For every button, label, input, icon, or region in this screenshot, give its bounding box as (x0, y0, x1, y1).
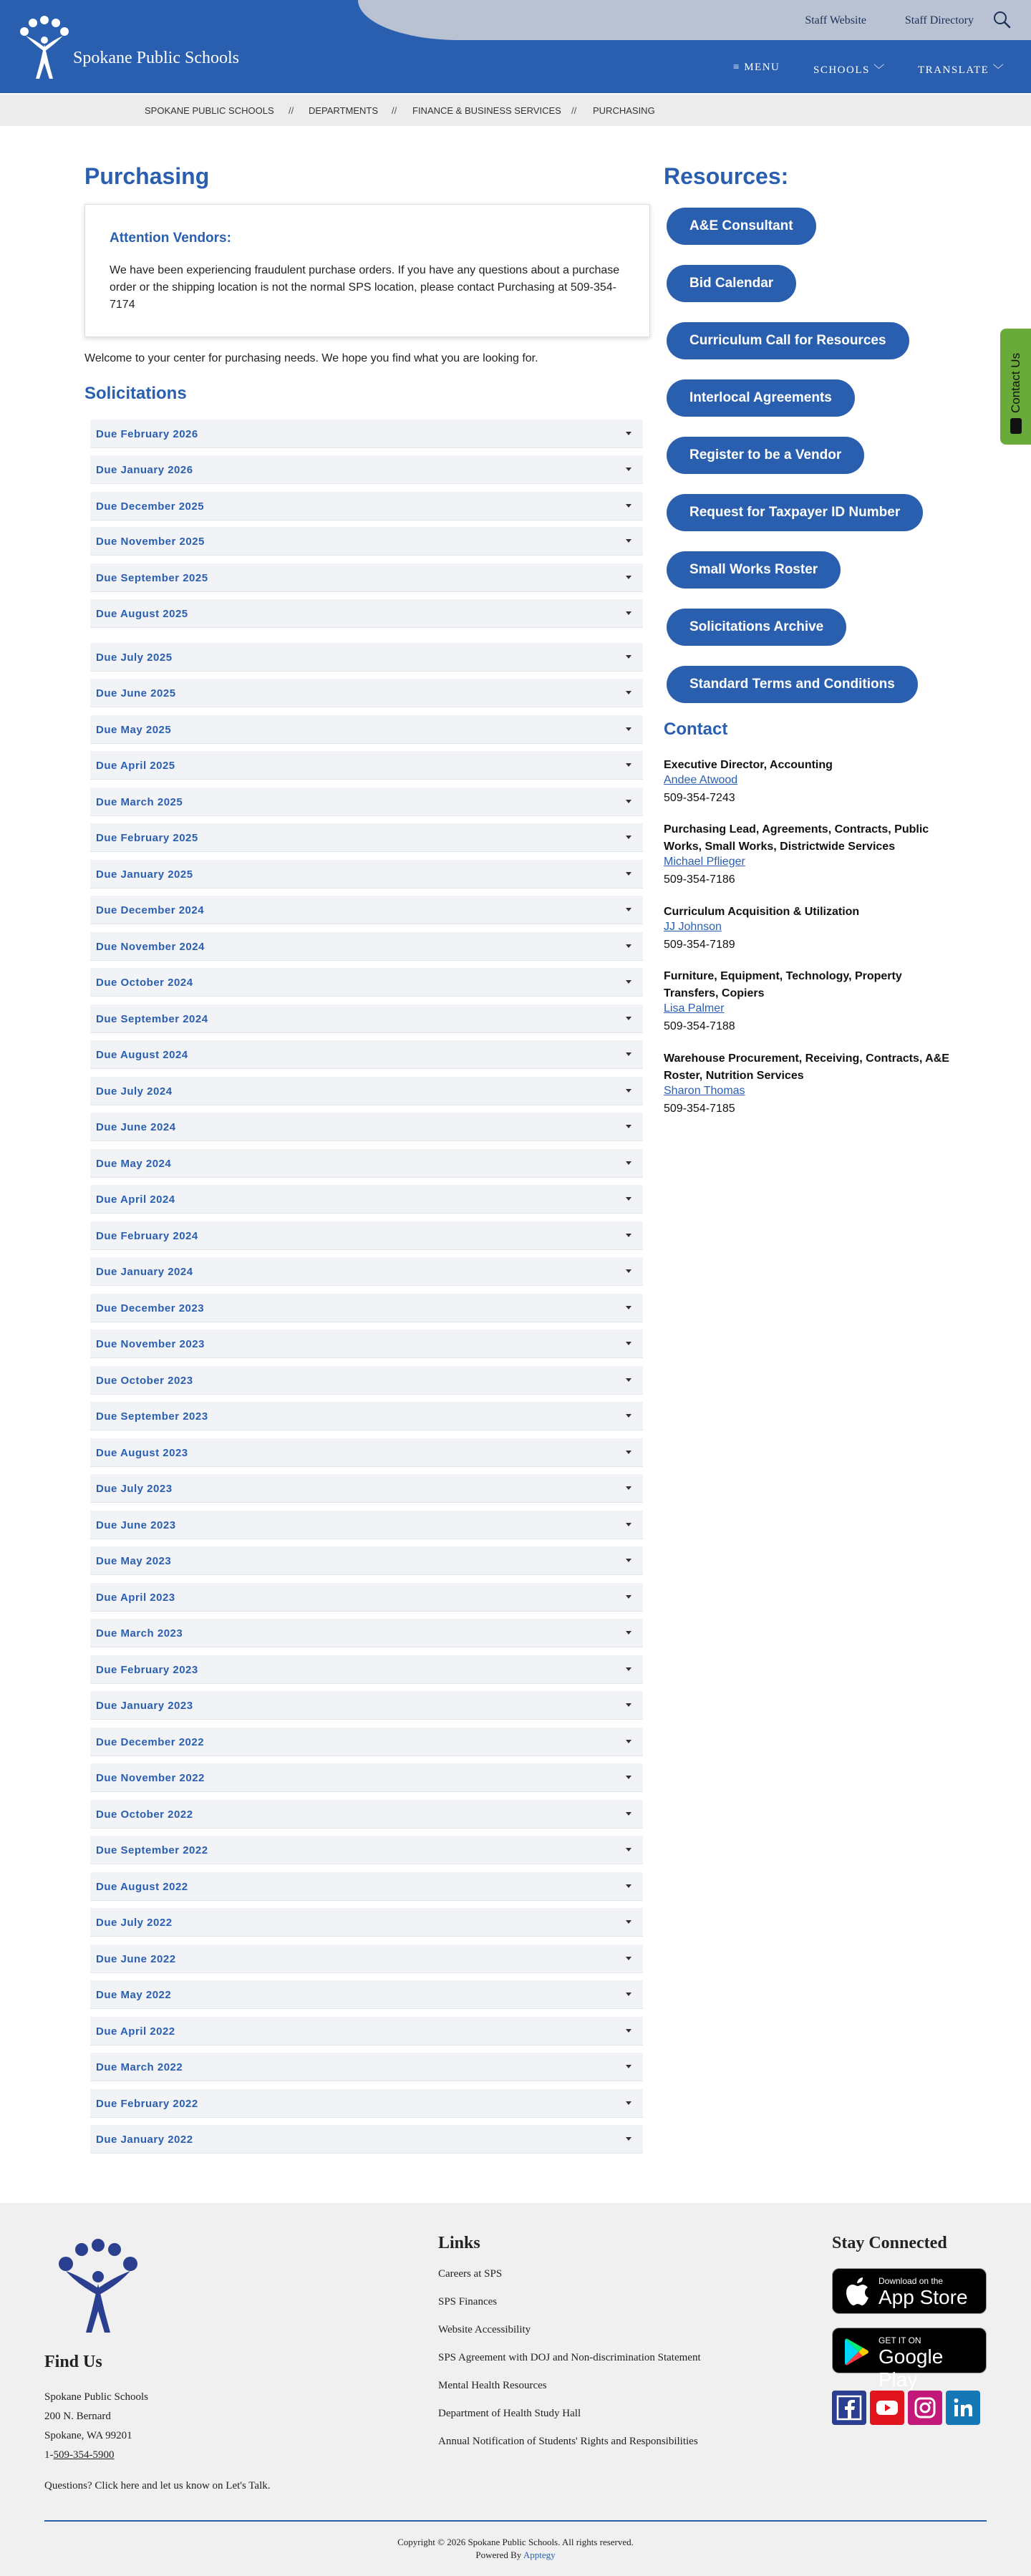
caret-down-icon (626, 1414, 631, 1418)
caret-down-icon (626, 1523, 631, 1526)
solicitation-label: Due July 2024 (96, 1085, 173, 1098)
breadcrumb-separator: // (571, 105, 577, 116)
site-logo[interactable] (16, 13, 316, 82)
solicitation-label: Due August 2025 (96, 608, 188, 620)
contact-title: Contact (664, 720, 728, 739)
solicitation-accordion-item[interactable] (90, 1800, 643, 1829)
footer-link[interactable]: Website Accessibility (438, 2324, 531, 2335)
caret-down-icon (626, 1631, 631, 1635)
breadcrumb-item[interactable]: DEPARTMENTS (309, 105, 379, 116)
solicitation-accordion-item[interactable] (90, 1221, 643, 1250)
solicitation-label: Due April 2024 (96, 1193, 175, 1206)
caret-down-icon (626, 1740, 631, 1743)
breadcrumb-item-current: PURCHASING (593, 105, 655, 116)
logo-text: Spokane Public Schools (73, 49, 239, 67)
resource-button[interactable]: Standard Terms and Conditions (667, 666, 918, 703)
solicitation-accordion-item[interactable] (90, 1366, 643, 1395)
caret-down-icon (626, 1812, 631, 1816)
solicitation-accordion-item[interactable] (90, 455, 643, 484)
solicitation-accordion-item[interactable] (90, 1113, 643, 1141)
solicitation-label: Due October 2023 (96, 1375, 193, 1387)
nav-menu[interactable] (733, 62, 780, 74)
resources-title: Resources: (664, 163, 789, 189)
caret-down-icon (626, 1595, 631, 1599)
staff-website-link[interactable]: Staff Website (805, 14, 866, 26)
solicitation-accordion-item[interactable] (90, 2053, 643, 2081)
contact-us-tab[interactable] (1000, 329, 1031, 445)
solicitation-accordion-item[interactable] (90, 1294, 643, 1322)
page-title: Purchasing (84, 163, 210, 189)
solicitation-accordion-item[interactable] (90, 1728, 643, 1756)
caret-down-icon (626, 1306, 631, 1309)
apple-icon (846, 2277, 870, 2306)
resource-button[interactable]: Request for Taxpayer ID Number (667, 494, 923, 531)
solicitation-label: Due September 2025 (96, 572, 208, 584)
solicitation-label: Due February 2023 (96, 1664, 198, 1676)
resource-button[interactable]: Interlocal Agreements (667, 379, 855, 417)
solicitation-accordion-item[interactable] (90, 1077, 643, 1105)
caret-down-icon (626, 1451, 631, 1454)
solicitation-accordion-item[interactable] (90, 1908, 643, 1937)
solicitation-label: Due April 2025 (96, 760, 175, 772)
solicitation-accordion-item[interactable] (90, 1474, 643, 1503)
caret-down-icon (626, 576, 631, 579)
caret-down-icon (626, 1559, 631, 1562)
solicitations-title: Solicitations (84, 384, 187, 403)
solicitation-accordion-item[interactable] (90, 1040, 643, 1069)
contact-us-label: Contact Us (1009, 352, 1022, 413)
footer-link[interactable]: Mental Health Resources (438, 2380, 547, 2391)
solicitation-accordion-item[interactable] (90, 1149, 643, 1178)
chat-icon (1010, 418, 1022, 434)
solicitation-label: Due November 2024 (96, 941, 205, 953)
solicitation-label: Due March 2025 (96, 796, 183, 808)
nav-menu-label: MENU (744, 62, 780, 73)
contact-role: Warehouse Procurement, Receiving, Contracts, A&E Roster, Nutrition Services (664, 1052, 949, 1082)
solicitation-accordion-item[interactable] (90, 1402, 643, 1430)
solicitation-label: Due June 2023 (96, 1519, 176, 1531)
solicitation-label: Due May 2025 (96, 724, 172, 736)
solicitation-accordion-item[interactable] (90, 1257, 643, 1286)
solicitation-accordion-item[interactable] (90, 492, 643, 520)
facebook-icon[interactable] (832, 2391, 866, 2425)
caret-down-icon (626, 1776, 631, 1779)
contact-phone: 509-354-7185 (664, 1103, 735, 1115)
footer-link[interactable]: Annual Notification of Students' Rights and Responsibilities (438, 2436, 698, 2447)
solicitation-accordion-item[interactable] (90, 1691, 643, 1720)
footer-phone (44, 2449, 115, 2461)
solicitation-label: Due June 2024 (96, 1121, 176, 1133)
caret-down-icon (626, 836, 631, 839)
caret-down-icon (626, 1667, 631, 1671)
solicitation-label: Due December 2024 (96, 904, 205, 916)
caret-down-icon (626, 2065, 631, 2068)
solicitation-label: Due May 2022 (96, 1989, 172, 2001)
resource-button[interactable]: Small Works Roster (667, 551, 841, 589)
site-header (0, 0, 1031, 93)
caret-down-icon (626, 1052, 631, 1056)
nav-translate-label: TRANSLATE (918, 64, 989, 76)
footer-logo-icon (44, 2235, 152, 2335)
solicitation-label: Due January 2026 (96, 464, 193, 476)
solicitation-label: Due July 2023 (96, 1483, 173, 1495)
powered-by-label: Powered By (475, 2550, 522, 2560)
solicitation-label: Due February 2022 (96, 2098, 198, 2110)
solicitation-accordion-item[interactable] (90, 2089, 643, 2118)
solicitation-accordion-item[interactable] (90, 679, 643, 707)
find-us-title: Find Us (44, 2353, 102, 2371)
solicitation-label: Due November 2025 (96, 536, 205, 548)
breadcrumb-separator: // (392, 105, 397, 116)
solicitation-accordion-item[interactable] (90, 1619, 643, 1647)
footer-link[interactable]: Department of Health Study Hall (438, 2408, 581, 2419)
solicitation-label: Due June 2022 (96, 1953, 176, 1965)
caret-down-icon (626, 655, 631, 659)
breadcrumb (0, 95, 1031, 126)
caret-down-icon (626, 2137, 631, 2141)
solicitation-label: Due July 2022 (96, 1917, 173, 1929)
staff-directory-link[interactable]: Staff Directory (904, 14, 974, 26)
contact-phone: 509-354-7243 (664, 792, 735, 804)
links-title: Links (438, 2234, 480, 2252)
solicitation-accordion-item[interactable] (90, 1185, 643, 1214)
nav-translate[interactable] (918, 62, 1005, 77)
footer-phone-link[interactable]: 509-354-5900 (53, 2449, 115, 2461)
copyright: Copyright © 2026 Spokane Public Schools. All rights reserved. (397, 2537, 634, 2547)
solicitation-label: Due December 2022 (96, 1736, 205, 1748)
caret-down-icon (626, 872, 631, 876)
caret-down-icon (626, 611, 631, 615)
caret-down-icon (626, 763, 631, 767)
app-store-big: App Store (878, 2286, 968, 2308)
solicitation-label: Due August 2022 (96, 1881, 188, 1893)
solicitation-accordion-item[interactable] (90, 563, 643, 592)
chevron-down-icon: ﹀ (989, 64, 1005, 76)
solicitation-label: Due February 2024 (96, 1230, 198, 1242)
solicitation-accordion-item[interactable] (90, 1004, 643, 1033)
solicitation-label: Due January 2022 (96, 2134, 193, 2146)
resource-button[interactable]: Solicitations Archive (667, 609, 846, 646)
solicitation-label: Due January 2024 (96, 1266, 193, 1278)
caret-down-icon (626, 1342, 631, 1345)
caret-down-icon (626, 504, 631, 508)
solicitation-label: Due November 2022 (96, 1772, 205, 1784)
solicitation-label: Due May 2024 (96, 1158, 172, 1170)
solicitation-label: Due April 2023 (96, 1592, 175, 1604)
caret-down-icon (626, 800, 631, 803)
caret-down-icon (626, 691, 631, 694)
app-store-small: Download on the (878, 2276, 944, 2286)
solicitation-accordion-item[interactable] (90, 2125, 643, 2154)
solicitation-label: Due March 2023 (96, 1627, 183, 1640)
contact-role: Furniture, Equipment, Technology, Property Transfers, Copiers (664, 970, 902, 999)
caret-down-icon (626, 1957, 631, 1960)
breadcrumb-separator: // (289, 105, 294, 116)
vendor-notice (84, 204, 650, 337)
caret-down-icon (626, 908, 631, 911)
caret-down-icon (626, 1486, 631, 1490)
powered-by (0, 2550, 1031, 2561)
resource-button[interactable]: Curriculum Call for Resources (667, 322, 909, 359)
solicitation-accordion-item[interactable] (90, 1583, 643, 1612)
solicitation-accordion-item[interactable] (90, 1945, 643, 1973)
google-play-big: Google Play (878, 2345, 944, 2391)
solicitation-label: Due January 2025 (96, 868, 193, 881)
solicitation-accordion-item[interactable] (90, 1546, 643, 1575)
breadcrumb-item[interactable]: SPOKANE PUBLIC SCHOOLS (145, 105, 274, 116)
solicitation-accordion-item[interactable] (90, 1980, 643, 2009)
address-line: 200 N. Bernard (44, 2411, 111, 2422)
solicitation-accordion-item[interactable] (90, 932, 643, 961)
youtube-icon[interactable] (870, 2391, 904, 2425)
caret-down-icon (626, 1197, 631, 1201)
solicitation-accordion-item[interactable] (90, 715, 643, 744)
solicitation-accordion-item[interactable] (90, 1655, 643, 1684)
breadcrumb-item[interactable]: FINANCE & BUSINESS SERVICES (412, 105, 561, 116)
caret-down-icon (626, 539, 631, 543)
contact-name-link[interactable]: Sharon Thomas (664, 1085, 745, 1097)
solicitation-label: Due September 2024 (96, 1013, 208, 1025)
caret-down-icon (626, 2101, 631, 2105)
caret-down-icon (626, 1017, 631, 1020)
vendor-notice-title: Attention Vendors: (110, 231, 231, 246)
solicitation-accordion-item[interactable] (90, 1330, 643, 1358)
caret-down-icon (626, 1161, 631, 1165)
utility-bar (358, 0, 1031, 40)
contact-name-link[interactable]: Andee Atwood (664, 774, 738, 786)
address-line: Spokane Public Schools (44, 2391, 148, 2403)
solicitation-label: Due October 2024 (96, 977, 193, 989)
google-play-icon (844, 2338, 870, 2366)
solicitation-label: Due May 2023 (96, 1555, 172, 1567)
caret-down-icon (626, 1848, 631, 1851)
solicitation-label: Due January 2023 (96, 1700, 193, 1712)
chevron-down-icon: ﹀ (869, 64, 886, 76)
contact-phone: 509-354-7188 (664, 1020, 735, 1032)
solicitation-accordion-item[interactable] (90, 2017, 643, 2045)
nav-schools-label: SCHOOLS (813, 64, 870, 76)
caret-down-icon (626, 1234, 631, 1237)
solicitation-accordion-item[interactable] (90, 860, 643, 888)
address-line: Spokane, WA 99201 (44, 2430, 132, 2441)
caret-down-icon (626, 1920, 631, 1924)
google-play-button[interactable] (832, 2328, 987, 2391)
footer-link[interactable]: Careers at SPS (438, 2268, 503, 2280)
linkedin-icon[interactable] (946, 2391, 980, 2425)
solicitation-label: Due August 2023 (96, 1447, 188, 1459)
caret-down-icon (626, 432, 631, 435)
solicitation-accordion-item[interactable] (90, 1438, 643, 1467)
caret-down-icon (626, 1703, 631, 1707)
solicitation-label: Due August 2024 (96, 1049, 188, 1061)
solicitation-accordion-item[interactable] (90, 527, 643, 556)
search-icon[interactable] (992, 10, 1011, 29)
contact-name-link[interactable]: JJ Johnson (664, 921, 722, 933)
caret-down-icon (626, 1884, 631, 1888)
solicitation-accordion-item[interactable] (90, 599, 643, 628)
solicitation-accordion-item[interactable] (90, 751, 643, 780)
logo-tree-icon (16, 13, 73, 82)
solicitation-accordion-item[interactable] (90, 643, 643, 672)
resource-button[interactable]: A&E Consultant (667, 208, 816, 245)
caret-down-icon (626, 1992, 631, 1996)
contact-name-link[interactable]: Michael Pflieger (664, 856, 745, 868)
contact-phone: 509-354-7186 (664, 873, 735, 886)
menu-icon: ≡ (733, 62, 745, 73)
resource-button[interactable]: Register to be a Vendor (667, 437, 864, 474)
caret-down-icon (626, 1269, 631, 1273)
vendor-notice-text: We have been experiencing fraudulent purchase orders. If you have any questions about a purchase order or the shipping location is not the normal SPS location, please contact Purchasing at 509-354-7174 (110, 264, 620, 311)
footer-link[interactable]: SPS Agreement with DOJ and Non-discrimination Statement (438, 2352, 701, 2363)
solicitation-accordion-item[interactable] (90, 420, 643, 448)
solicitation-accordion-item[interactable] (90, 788, 643, 816)
solicitation-accordion-item[interactable] (90, 1872, 643, 1901)
instagram-icon[interactable] (908, 2391, 942, 2425)
footer-link[interactable]: SPS Finances (438, 2296, 498, 2308)
solicitation-label: Due June 2025 (96, 687, 176, 699)
solicitation-label: Due November 2023 (96, 1338, 205, 1350)
apptegy-link[interactable]: Apptegy (523, 2550, 556, 2560)
resource-button[interactable]: Bid Calendar (667, 265, 796, 302)
google-play-small: GET IT ON (878, 2335, 921, 2345)
solicitation-accordion-item[interactable] (90, 1511, 643, 1539)
solicitation-accordion-item[interactable] (90, 1836, 643, 1864)
nav-schools[interactable] (813, 62, 886, 77)
caret-down-icon (626, 1089, 631, 1093)
app-store-button[interactable] (832, 2268, 987, 2314)
solicitation-label: Due September 2022 (96, 1844, 208, 1856)
solicitation-accordion-item[interactable] (90, 968, 643, 997)
contact-role: Executive Director, Accounting (664, 759, 833, 771)
solicitation-label: Due July 2025 (96, 652, 173, 664)
solicitation-label: Due February 2025 (96, 832, 198, 844)
caret-down-icon (626, 727, 631, 731)
contact-phone: 509-354-7189 (664, 939, 735, 951)
caret-down-icon (626, 980, 631, 984)
welcome-text: Welcome to your center for purchasing needs. We hope you find what you are looking for. (84, 352, 538, 364)
phone-prefix: 1- (44, 2449, 54, 2461)
contact-role: Purchasing Lead, Agreements, Contracts, Public Works, Small Works, Districtwide Services (664, 823, 929, 853)
caret-down-icon (626, 1125, 631, 1128)
solicitation-label: Due December 2023 (96, 1302, 205, 1314)
solicitation-accordion-item[interactable] (90, 1763, 643, 1792)
solicitation-label: Due September 2023 (96, 1410, 208, 1423)
solicitation-label: Due February 2026 (96, 428, 198, 440)
solicitation-label: Due March 2022 (96, 2061, 183, 2073)
solicitation-accordion-item[interactable] (90, 896, 643, 924)
caret-down-icon (626, 944, 631, 948)
solicitation-accordion-item[interactable] (90, 823, 643, 852)
contact-role: Curriculum Acquisition & Utilization (664, 906, 860, 918)
lets-talk-link[interactable]: Questions? Click here and let us know on Let's Talk. (44, 2480, 271, 2492)
stay-connected-title: Stay Connected (832, 2234, 947, 2252)
solicitation-label: Due April 2022 (96, 2025, 175, 2038)
solicitation-label: Due December 2025 (96, 500, 205, 513)
caret-down-icon (626, 468, 631, 471)
contact-name-link[interactable]: Lisa Palmer (664, 1002, 725, 1015)
footer-divider (44, 2520, 987, 2522)
caret-down-icon (626, 2029, 631, 2033)
caret-down-icon (626, 1378, 631, 1382)
solicitation-label: Due October 2022 (96, 1808, 193, 1821)
